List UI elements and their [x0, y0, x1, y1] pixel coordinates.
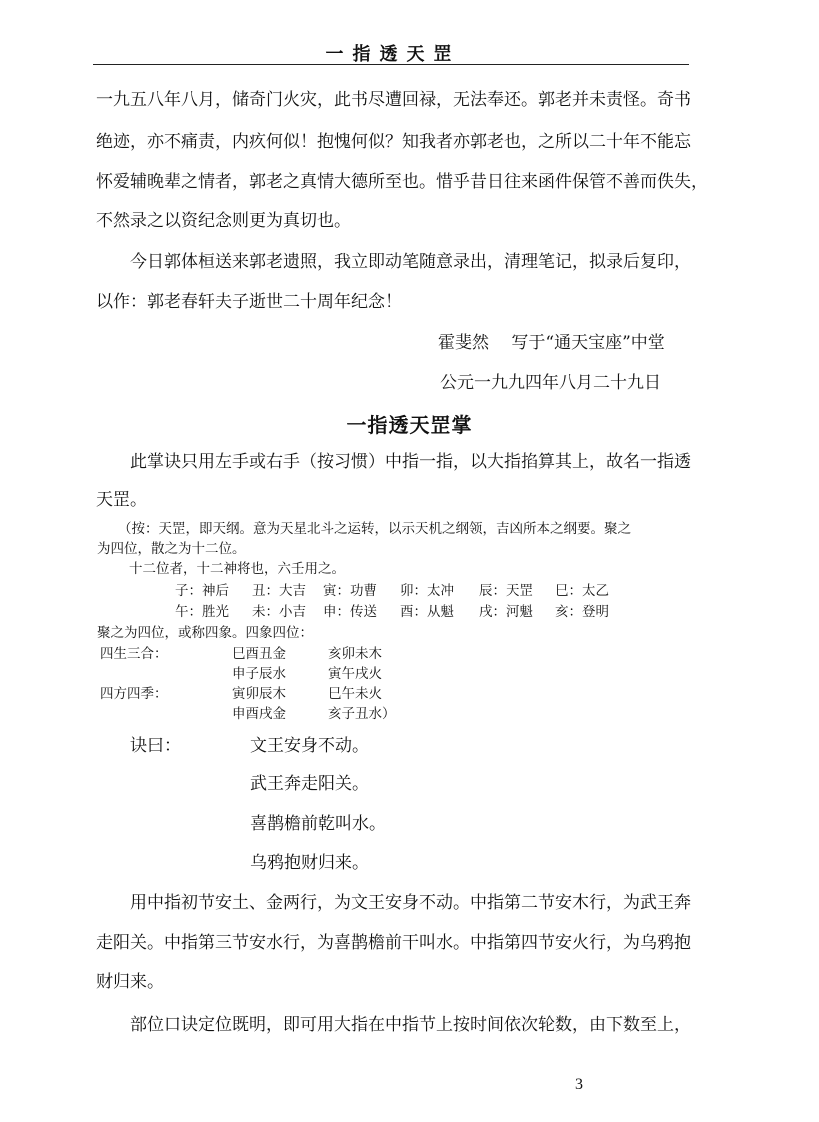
body-line: 用中指初节安土、金两行，为文王安身不动。中指第二节安木行，为武王奔: [130, 893, 691, 913]
paragraph-line: 怀爱辅晚辈之情者，郭老之真情大德所至也。惜乎昔日往来函件保管不善而佚失，: [96, 172, 708, 192]
verse-line: 喜鹊檐前乾叫水。: [250, 814, 386, 834]
paragraph-line: 今日郭体桓送来郭老遗照，我立即动笔随意录出，清理笔记，拟录后复印，: [130, 252, 691, 272]
verse-line: 武王奔走阳关。: [250, 774, 369, 794]
shenjiang-cell: 午：胜光: [175, 604, 229, 620]
shenjiang-cell: 申：传送: [323, 604, 377, 620]
shenjiang-cell: 子：神后: [175, 583, 229, 599]
note-line: 为四位，散之为十二位。: [97, 541, 246, 557]
verse-label: 诀曰：: [130, 736, 181, 756]
signature-author: 霍斐然 写于“通天宝座”中堂: [438, 333, 665, 353]
paragraph-line: 绝迹，亦不痛责，内疚何似！抱愧何似？知我者亦郭老也，之所以二十年不能忘: [96, 132, 691, 152]
body-line: 部位口诀定位既明，即可用大指在中指节上按时间依次轮数，由下数至上，: [130, 1015, 691, 1035]
header-rule: [93, 64, 689, 65]
paragraph-line: 以作：郭老春轩夫子逝世二十周年纪念！: [96, 292, 402, 312]
sansheng-label: 四生三合：: [100, 646, 168, 662]
sixiang-cell: 亥卯未木: [328, 646, 382, 662]
intro-line: 此掌诀只用左手或右手（按习惯）中指一指，以大指掐算其上，故名一指透: [130, 452, 691, 472]
sixiang-cell: 寅卯辰木: [232, 686, 286, 702]
note-line: （按：天罡，即天纲。意为天星北斗之运转，以示天机之纲领，吉凶所本之纲要。聚之: [118, 521, 631, 537]
section-title: 一指透天罡掌: [346, 413, 473, 437]
shenjiang-cell: 戌：河魁: [479, 604, 533, 620]
shenjiang-cell: 酉：从魁: [400, 604, 454, 620]
running-header: 一指透天罡: [325, 44, 461, 65]
shenjiang-cell: 寅：功曹: [323, 583, 377, 599]
paragraph-line: 不然录之以资纪念则更为真切也。: [96, 211, 351, 231]
page-number: 3: [575, 1076, 583, 1093]
signature-date: 公元一九九四年八月二十九日: [440, 373, 661, 393]
siji-label: 四方四季：: [100, 686, 168, 702]
sixiang-cell: 申酉戌金: [232, 706, 286, 722]
note-line: 十二位者，十二神将也，六壬用之。: [129, 561, 345, 577]
shenjiang-cell: 未：小吉: [252, 604, 306, 620]
verse-line: 文王安身不动。: [250, 736, 369, 756]
verse-line: 乌鸦抱财归来。: [250, 853, 369, 873]
shenjiang-cell: 亥：登明: [555, 604, 609, 620]
intro-line: 天罡。: [96, 490, 147, 510]
shenjiang-cell: 巳：太乙: [555, 583, 609, 599]
sixiang-cell: 申子辰水: [232, 666, 286, 682]
sixiang-cell: 巳酉丑金: [232, 646, 286, 662]
body-line: 财归来。: [96, 972, 164, 992]
note-line: 聚之为四位，或称四象。四象四位：: [97, 625, 313, 641]
sixiang-cell: 寅午戌火: [328, 666, 382, 682]
paragraph-line: 一九五八年八月，储奇门火灾，此书尽遭回禄，无法奉还。郭老并未责怪。奇书: [96, 90, 691, 110]
sixiang-cell: 巳午未火: [328, 686, 382, 702]
body-line: 走阳关。中指第三节安水行，为喜鹊檐前干叫水。中指第四节安火行，为乌鸦抱: [96, 933, 691, 953]
shenjiang-cell: 辰：天罡: [479, 583, 533, 599]
shenjiang-cell: 卯：太冲: [400, 583, 454, 599]
sixiang-cell: 亥子丑水）: [328, 706, 396, 722]
shenjiang-cell: 丑：大吉: [252, 583, 306, 599]
